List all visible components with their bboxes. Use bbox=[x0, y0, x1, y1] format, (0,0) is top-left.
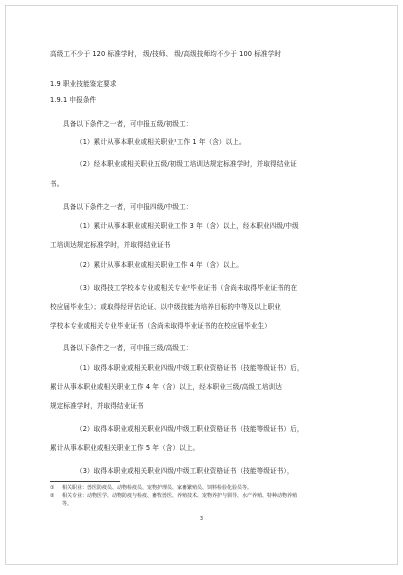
text-line: （2）经本职业或相关职业五级/初级工培训达规定标准学时，并取得结业证 bbox=[76, 160, 297, 168]
text-line: （1）取得本职业或相关职业四级/中级工职业资格证书（技能等级证书）后， bbox=[76, 364, 304, 372]
text-line: 高级工不少于 120 标准学时， 级/技师、 级/高级技师均不少于 100 标准学时 bbox=[50, 50, 282, 58]
footnote-mark: ① bbox=[50, 485, 55, 491]
footnote-mark: ② bbox=[50, 493, 55, 499]
page-number: 3 bbox=[199, 516, 204, 522]
text-line: 规定标准学时，并取得结业证书 bbox=[50, 402, 144, 410]
text-line: 具备以下条件之一者，可申报四级/中级工： bbox=[63, 203, 193, 211]
text-line: 工培训达规定标准学时，并取得结业证书 bbox=[50, 241, 171, 249]
footnote bbox=[50, 484, 361, 492]
footnote bbox=[50, 492, 361, 500]
footnote-text: 相关专业：动物医学、动物防疫与检疫、畜牧兽医、养殖技术、宠物养护与驯导、水产养殖、特种动物养殖 bbox=[62, 493, 298, 499]
text-line: （3）取得技工学校本专业或相关专业²毕业证书（含尚未取得毕业证书的在 bbox=[76, 284, 298, 292]
document-page bbox=[5, 5, 398, 565]
footnote-text: 等。 bbox=[62, 501, 73, 507]
text-line: 具备以下条件之一者，可申报五级/初级工： bbox=[63, 120, 193, 128]
text-line: 1.9 职业技能鉴定要求 bbox=[50, 80, 117, 88]
text-line: 书。 bbox=[50, 180, 64, 188]
footnote-text: 相关职业：兽医防疫员、动物检疫员、宠物护理员、家畜繁殖员、饲料检验化验员等。 bbox=[62, 485, 253, 491]
footnote-divider bbox=[50, 481, 120, 482]
text-line: 学校本专业或相关专业毕业证书（含尚未取得毕业证书的在校应届毕业生） bbox=[50, 322, 271, 330]
text-line: （3）取得本职业或相关职业四级/中级工职业资格证书（技能等级证书）， bbox=[76, 467, 294, 475]
text-line: 校应届毕业生）；或取得经评估论证、以中级技能为培养目标的中等及以上职业 bbox=[50, 303, 281, 311]
text-line: （1）累计从事本职业或相关职业工作 3 年（含）以上，经本职业四级/中级 bbox=[76, 222, 299, 230]
text-line: （2）取得本职业或相关职业四级/中级工职业资格证书（技能等级证书）后， bbox=[76, 425, 304, 433]
footnotes bbox=[50, 484, 361, 508]
text-line: 具备以下条件之一者，可申报三级/高级工： bbox=[63, 344, 193, 352]
text-line: 1.9.1 申报条件 bbox=[50, 96, 97, 104]
footnote bbox=[50, 500, 361, 508]
text-line: （2）累计从事本职业或相关职业工作 4 年（含）以上。 bbox=[76, 261, 243, 269]
text-line: 累计从事本职业或相关职业工作 4 年（含）以上，经本职业三级/高级工培训达 bbox=[50, 383, 282, 391]
text-line: 累计从事本职业或相关职业工作 5 年（含）以上。 bbox=[50, 444, 200, 452]
text-line: （1）累计从事本职业或相关职业¹工作 1 年（含）以上。 bbox=[76, 138, 246, 146]
